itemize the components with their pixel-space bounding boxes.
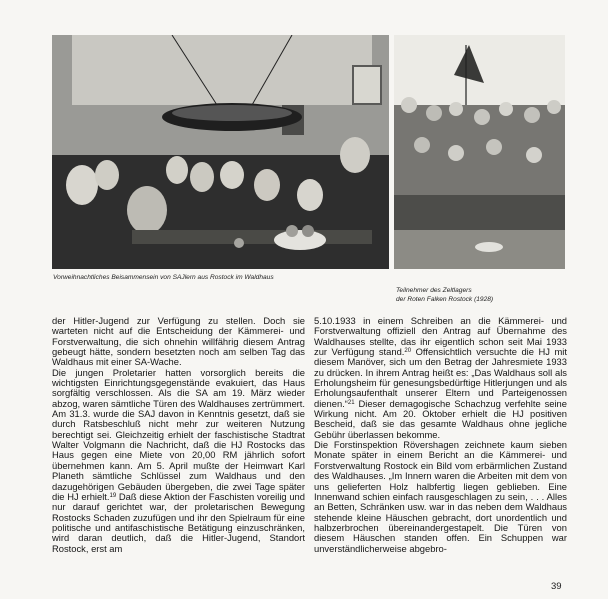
- photo-tent-camp: [394, 35, 565, 269]
- text-column-left: [52, 316, 305, 554]
- paragraph: Die Forstinspektion Rövershagen zeichnete kaum sieben Monate später in einem Bericht an die Kämmerei- und Forstverwaltung Rostock ein Bild vom erbärmlichen Zustand des Waldhauses. „Im Innern waren die Arbeiten mit dem von uns gelieferten Holz halbfertig liegen geblieben. Eine Innenwand schien einfach rausgeschlagen zu sein, . . . Alles an Betten, Schränken usw. war in das neben dem Waldhaus stehende kleine Häuschen gebracht, dort unordentlich und halbzerbrochen übereinandergestapelt. Die Türen von diesem Häuschen standen offen. Ein Schuppen war unverständlicherweise abgebro-: [314, 439, 567, 554]
- paragraph: Die jungen Proletarier hatten vorsorglich bereits die wichtigsten Einrichtungsgegenstände evakuiert, das Haus sorgfältig verschlossen. Als die SA am 19. März wieder abzog, waren sämtliche Türen des Waldhauses zertrümmert. Am 31.3. wurde die SAJ davon in Kenntnis gesetzt, daß sie durch Ratsbeschluß nicht mehr zur weiteren Nutzung berechtigt sei. Gleichzeitig erhielt der faschistische Stadtrat Walter Volgmann die Nachricht, daß die HJ Rostocks das Haus gegen eine Miete von 20,00 RM jährlich sofort übernehmen kann. Am 5. April mußte der Heimwart Karl Planeth sämtliche Schlüssel zum Waldhaus und den dazugehörigen Gebäuden übergeben, die zwei Tage später die HJ erhielt.$^{19}$ Daß diese Aktion der Faschisten voreilig und nur darauf gerichtet war, der proletarischen Bewegung Rostocks Schaden zuzufügen und ihr den Spielraum für eine politische und antifaschistische Betätigung einzuschränken, wird daran deutlich, daß die Hitler-Jugend, Standort Rostock, erst am: [52, 366, 305, 554]
- paragraph: 5.10.1933 in einem Schreiben an die Kämmerei- und Forstverwaltung offiziell den Antrag auf Übernahme des Waldhauses stellte, das ihr eigentlich schon seit Mai 1933 zur Verfügung stand.$^{20}$ Offensichtlich versuchte die HJ mit diesem Manöver, sich um den Betrag der Jahresmiete 1933 zu drücken. In ihrem Antrag heißt es: „Das Waldhaus soll als Erholungsheim für genesungsbedürftige Hitlerjungen und als Erholungsaufenthalt unserer Eltern und Parteigenossen dienen.“$^{21}$ Dieser demagogische Schachzug verfehlte seine Wirkung nicht. Am 20. Oktober erhielt die HJ positiven Bescheid, daß sie das gesamte Waldhaus ohne jegliche Gebühr überlassen bekomme.: [314, 315, 567, 440]
- caption-left-photo: Vorweihnachtliches Beisammensein von SAJlern aus Rostock im Waldhaus: [53, 274, 274, 281]
- caption-right-line-1: Teilnehmer des Zeltlagers: [396, 287, 472, 294]
- photo-christmas-gathering: [52, 35, 389, 269]
- caption-right-line-2: der Roten Falken Rostock (1928): [396, 296, 494, 303]
- paragraph: der Hitler-Jugend zur Verfügung zu stellen. Doch sie warteten nicht auf die Entscheidung der Kämmerei- und Forstverwaltung, die sich ohnehin willfährig diesem Antrag gebeugt hätte, sondern besetzten noch am selben Tag das Waldhaus mit einer SA-Wache.: [52, 315, 305, 368]
- footnote-ref: 20: [404, 348, 412, 355]
- page-number: 39: [551, 581, 562, 592]
- caption-right-photo: [396, 286, 566, 304]
- footnote-ref: 19: [109, 492, 117, 499]
- footnote-ref: 21: [347, 399, 355, 406]
- text-column-right: [314, 316, 567, 554]
